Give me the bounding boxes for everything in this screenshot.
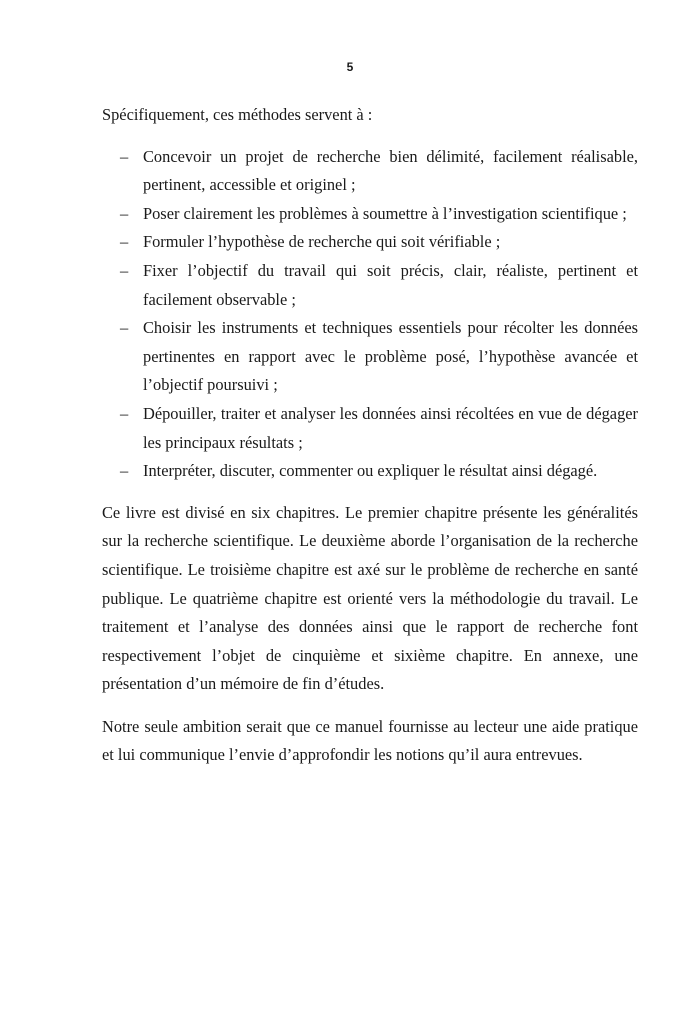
list-item-text: Poser clairement les problèmes à soumettre à l’investigation scientifique ;: [143, 203, 627, 223]
ambition-paragraph: Notre seule ambition serait que ce manuel fournisse au lecteur une aide pratique et lui communique l’envie d’approfondir les notions qu’il aura entrevues.: [102, 716, 638, 765]
bullet-dash: –: [120, 203, 129, 223]
list-item-text: Concevoir un projet de recherche bien délimité, facilement réalisable, pertinent, accessible et originel ;: [143, 146, 638, 195]
list-item: [102, 200, 638, 229]
list-item: [102, 400, 638, 457]
bullet-dash: –: [120, 318, 129, 338]
list-item-text: Interpréter, discuter, commenter ou expliquer le résultat ainsi dégagé.: [143, 461, 598, 481]
list-item: [102, 143, 638, 200]
list-item: [102, 314, 638, 400]
page-body: [102, 101, 638, 770]
list-item-text: Fixer l’objectif du travail qui soit précis, clair, réaliste, pertinent et facilement observable ;: [143, 260, 638, 309]
bullet-dash: –: [120, 232, 129, 252]
list-item: [102, 257, 638, 314]
intro-text: Spécifiquement, ces méthodes servent à :: [102, 105, 373, 124]
methods-list: [102, 143, 638, 486]
bullet-dash: –: [120, 146, 129, 166]
list-item-text: Choisir les instruments et techniques essentiels pour récolter les données pertinentes en rapport avec le problème posé, l’hypothèse avancée et l’objectif poursuivi ;: [143, 318, 638, 395]
chapters-paragraph: Ce livre est divisé en six chapitres. Le premier chapitre présente les généralités sur la recherche scientifique. Le deuxième aborde l’organisation de la recherche scientifique. Le troisième chapitre est axé sur le problème de recherche en santé publique. Le quatrième chapitre est orienté vers la méthodologie du travail. Le traitement et l’analyse des données ainsi que le rapport de recherche font respectivement l’objet de cinquième et sixième chapitre. En annexe, une présentation d’un mémoire de fin d’études.: [102, 502, 638, 694]
list-item-text: Formuler l’hypothèse de recherche qui soit vérifiable ;: [143, 232, 501, 252]
list-item: [102, 228, 638, 257]
bullet-dash: –: [120, 461, 129, 481]
bullet-dash: –: [120, 260, 129, 280]
bullet-dash: –: [120, 403, 129, 423]
list-item-text: Dépouiller, traiter et analyser les données ainsi récoltées en vue de dégager les principaux résultats ;: [143, 403, 638, 452]
page-number: 5: [346, 60, 354, 74]
list-item: [102, 457, 638, 486]
